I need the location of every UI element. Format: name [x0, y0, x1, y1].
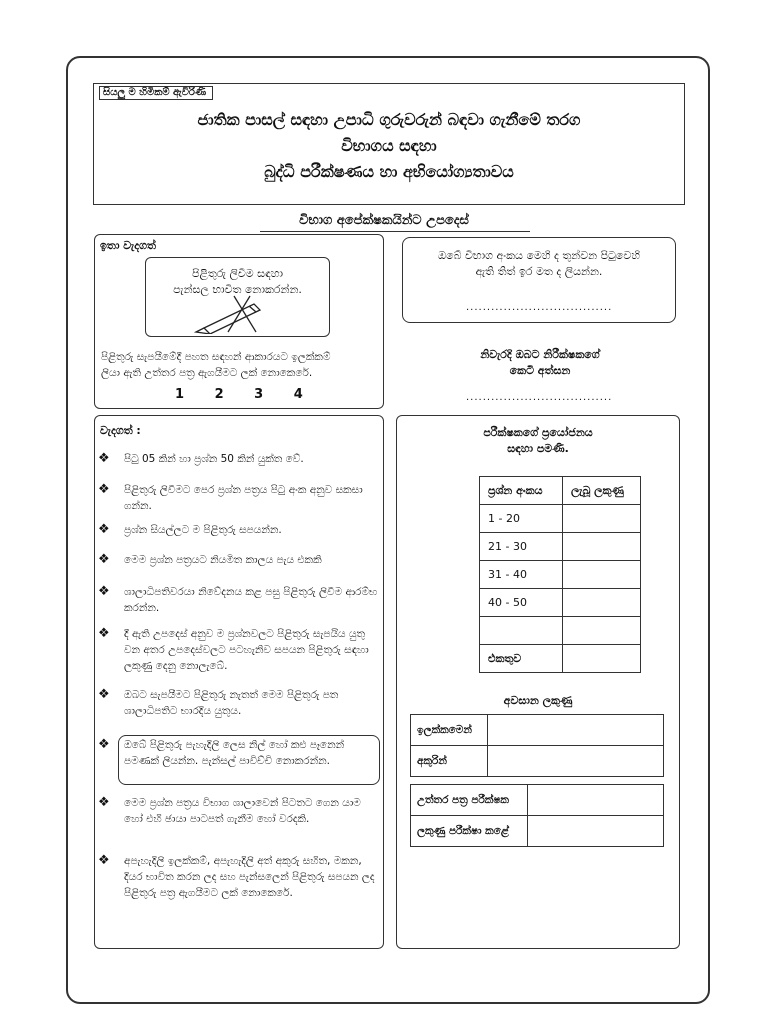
- index-line-2: ඇති තිත් ඉර මත ද ලියන්න.: [475, 265, 603, 278]
- no-pencil-line-1: පිළිතුරු ලිවීම සඳහා: [192, 267, 283, 280]
- range-cell: 40 - 50: [480, 589, 563, 617]
- index-line-1: ඔබේ විභාග අංකය මෙහි ද තුන්වන පිටුවෙහි: [437, 249, 640, 262]
- instruction-item: ❖ ඔබට සැපයීමට පිළිතුරු නැතත් මෙම පිළිතුරු පත ශාලාධිපතිට භාරදිය යුතුය.: [98, 687, 339, 717]
- instruction-item: ❖ ඔබේ පිළිතුරු පැහැදිලි ලෙස නිල් හෝ කළු පෑනෙන් පමණක් ලියන්න. පැන්සල් පාවිච්චි නොකරන්න.: [98, 737, 345, 767]
- range-cell: [480, 617, 563, 645]
- no-pencil-note: [145, 257, 330, 337]
- score-table: [479, 476, 641, 673]
- column-header: ප්‍රශ්න අංකය: [480, 477, 563, 505]
- range-cell: 1 - 20: [480, 505, 563, 533]
- subtitle-underline: [260, 231, 530, 232]
- title-line-3: බුද්ධි පරීක්ෂණය හා අභියෝග්‍යතාවය: [264, 162, 514, 181]
- diamond-bullet-icon: ❖: [98, 552, 110, 567]
- instruction-item: ❖ ශාලාධිපතිවරයා නිවේදනය කළ පසු පිළිතුරු ලිවීම ආරම්භ කරන්න.: [98, 584, 378, 614]
- instruction-item: ❖ දී ඇති උපදෙස් අනුව ම ප්‍රශ්නවලට පිළිතුරු සැපයිය යුතු වන අතර උපදෙස්වලට පටහැනිව සපයන පිළිතුරු සඳහා ලකුණු දෙනු නොලැබේ.: [98, 626, 369, 672]
- supervisor-line-2: කෙටි අත්සන: [509, 364, 571, 377]
- instruction-item: ❖ අපැහැදිලි ඉලක්කම්, අපැහැදිලි අත් අකුරු සහිත, මකන, දියර භාවිත කරන ලද සහ පැන්සලෙන් පිළිතුරු සපයන ලද පිළිතුරු පත්‍ර ඇගයීමට ලක් නොකෙරේ.: [98, 853, 375, 899]
- supervisor-line-1: නිවැරදි ඔබට නිරීක්ෂකගේ: [480, 348, 600, 361]
- checker-table: [410, 784, 664, 847]
- diamond-bullet-icon: ❖: [98, 687, 110, 702]
- instruction-item: ❖ මෙම ප්‍රශ්න පත්‍රයට නියමිත කාලය පැය එකකි: [98, 552, 322, 567]
- marks-cell[interactable]: [563, 533, 641, 561]
- no-pencil-line-2: පැන්සල භාවිත නොකරන්න.: [173, 283, 302, 296]
- diamond-bullet-icon: ❖: [98, 584, 110, 599]
- final-marks-heading: අවසාන ලකුණු: [503, 694, 573, 707]
- instruction-item: ❖ පිළිතුරු ලිවීමට පෙර ප්‍රශ්න පත්‍රය පිටු අංක අනුව සකසා ගන්න.: [98, 482, 363, 512]
- diamond-bullet-icon: ❖: [98, 626, 110, 641]
- marks-cell[interactable]: [563, 561, 641, 589]
- in-words-label: අකුරින්: [411, 746, 488, 777]
- sample-numbers: 1 2 3 4: [175, 387, 303, 402]
- instruction-item: ❖ පිටු 05 කින් හා ප්‍රශ්න 50 කින් යුක්ත වේ.: [98, 451, 304, 466]
- supervisor-signature-dots[interactable]: ...................................: [466, 392, 613, 403]
- total-cell[interactable]: [563, 645, 641, 673]
- total-row: [480, 645, 641, 673]
- diamond-bullet-icon: ❖: [98, 737, 110, 752]
- table-row: [411, 816, 664, 847]
- table-header-row: [480, 477, 641, 505]
- important-heading: ඉතා වැදගත්: [100, 239, 156, 252]
- table-row: [480, 617, 641, 645]
- title-line-1: ජාතික පාසල් සඳහා උපාධි ගුරුවරුන් බඳවා ගැනීමේ තරග: [197, 110, 581, 129]
- column-header: ලැබූ ලකුණු: [563, 477, 641, 505]
- diamond-bullet-icon: ❖: [98, 853, 110, 868]
- crossed-pencil-icon: [194, 294, 284, 334]
- answer-examiner-label: උත්තර පත්‍ර පරීක්ෂක: [411, 785, 528, 816]
- in-digits-label: ඉලක්කමෙන්: [411, 715, 488, 746]
- diamond-bullet-icon: ❖: [98, 522, 110, 537]
- table-row: [480, 533, 641, 561]
- important-box: [94, 234, 384, 409]
- in-words-cell[interactable]: [488, 746, 664, 777]
- warning-line-1: පිළිතුරු සැපයීමේදී පහත සඳහන් ආකාරයට ඉලක්කම්: [101, 351, 331, 363]
- instructions-heading: වැදගත් ׃: [100, 424, 141, 437]
- warning-line-2: ලියා ඇති උත්තර පත්‍ර ඇගයීමට ලක් නොකෙරේ.: [101, 367, 313, 379]
- instruction-item: ❖ මෙම ප්‍රශ්න පත්‍රය විභාග ශාලාවෙන් පිටතට ගෙන යාම හෝ එහි ඡායා පාටපත් ගැනීම හෝ වරදකි.: [98, 795, 361, 825]
- diamond-bullet-icon: ❖: [98, 451, 110, 466]
- diamond-bullet-icon: ❖: [98, 482, 110, 497]
- final-marks-table: [410, 714, 664, 777]
- table-row: [480, 589, 641, 617]
- marks-cell[interactable]: [563, 589, 641, 617]
- table-row: [411, 715, 664, 746]
- instruction-item: ❖ ප්‍රශ්න සියල්ලට ම පිළිතුරු සපයන්න.: [98, 522, 282, 537]
- in-digits-cell[interactable]: [488, 715, 664, 746]
- marks-cell[interactable]: [563, 617, 641, 645]
- examiner-heading-2: සඳහා පමණි.: [507, 442, 569, 455]
- answer-examiner-cell[interactable]: [528, 785, 664, 816]
- marks-checked-label: ලකුණු පරීක්ෂා කළේ: [411, 816, 528, 847]
- index-number-dots[interactable]: ...................................: [466, 302, 613, 313]
- copyright-label: සියලු ම හිමිකම් ඇවිරිණි: [99, 86, 213, 100]
- table-row: [480, 561, 641, 589]
- table-row: [411, 785, 664, 816]
- header-box: [93, 83, 685, 205]
- diamond-bullet-icon: ❖: [98, 795, 110, 810]
- table-row: [480, 505, 641, 533]
- marks-checked-cell[interactable]: [528, 816, 664, 847]
- examiner-heading-1: පරීක්ෂකගේ ප්‍රයෝජනය: [483, 426, 593, 439]
- total-label: එකතුව: [480, 645, 563, 673]
- instructions-title: විභාග අපේක්ෂකයින්ට උපදෙස්: [299, 213, 469, 228]
- marks-cell[interactable]: [563, 505, 641, 533]
- table-row: [411, 746, 664, 777]
- title-line-2: විභාගය සඳහා: [341, 136, 437, 155]
- range-cell: 21 - 30: [480, 533, 563, 561]
- range-cell: 31 - 40: [480, 561, 563, 589]
